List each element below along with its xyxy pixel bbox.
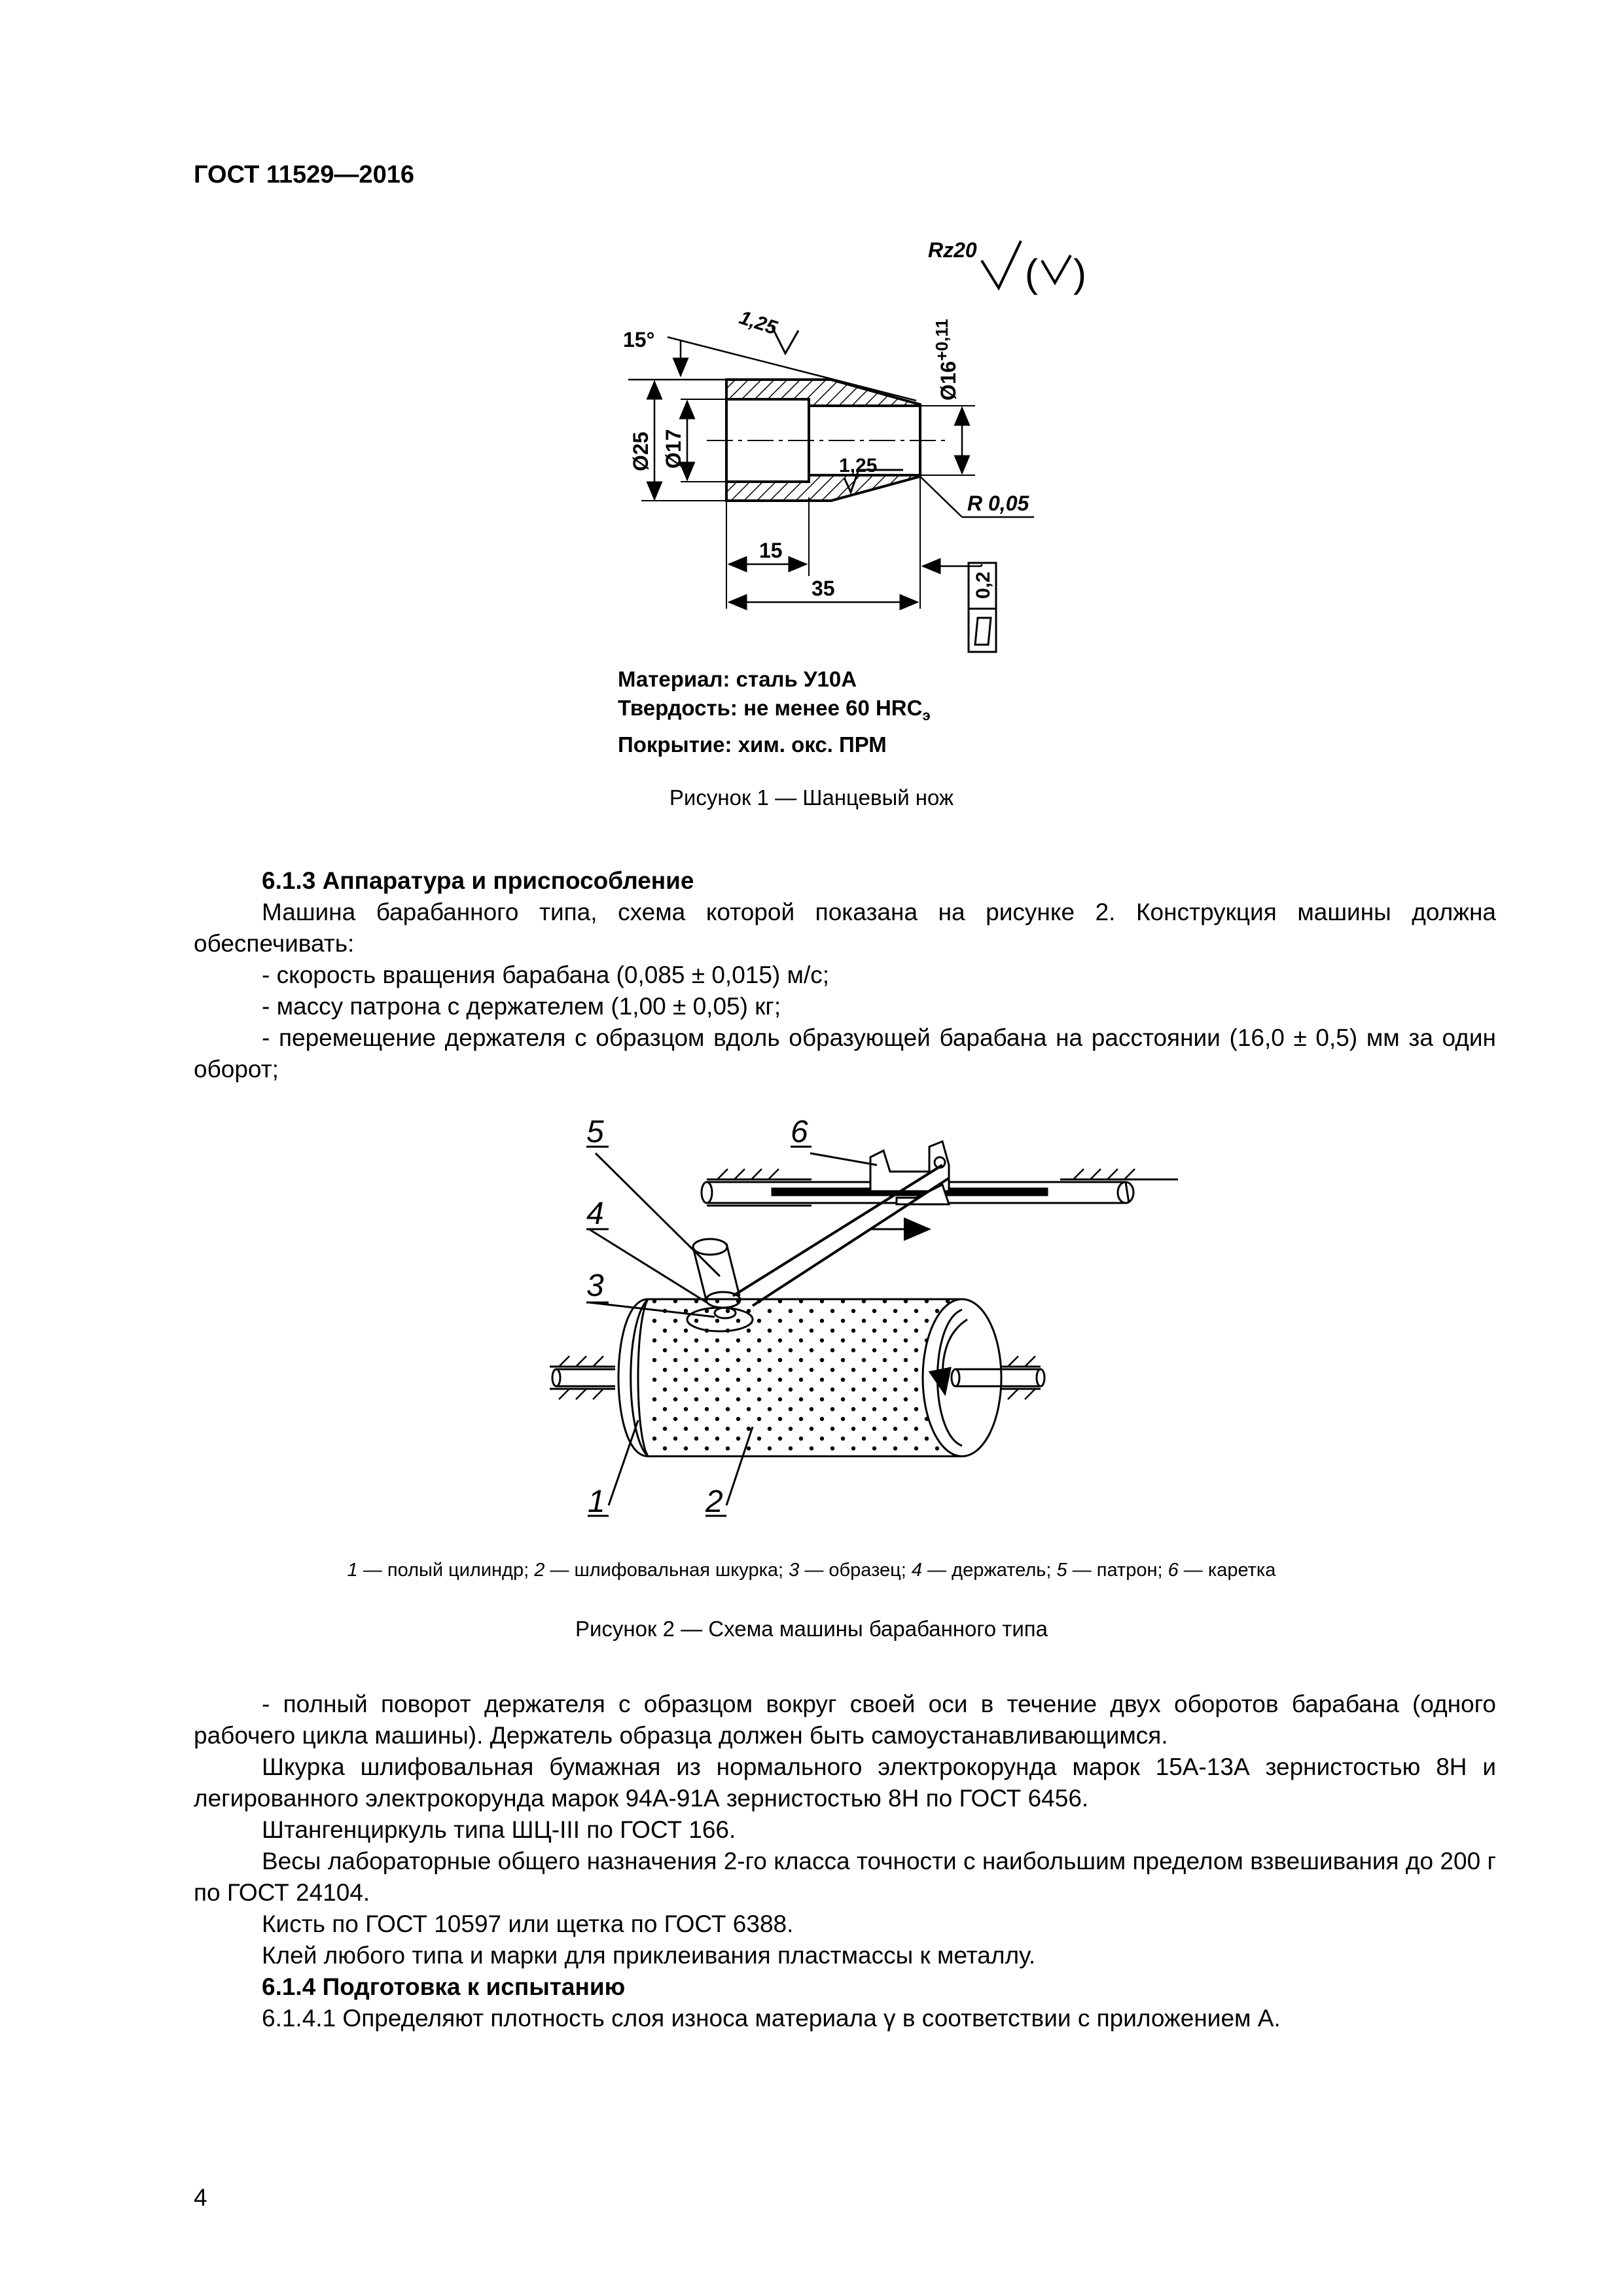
figure-2-caption: Рисунок 2 — Схема машины барабанного типа [575,1617,1048,1641]
label-3: 3 [586,1268,604,1303]
body-after [194,1689,1496,2034]
figure-2-drawing [0,1100,1623,1532]
list-item: - массу патрона с держателем (1,00 ± 0,05) кг; [262,993,781,1020]
flatness-tol: 0,2 [972,571,994,599]
paragraph: - полный поворот держателя с образцом вокруг своей оси в течение двух оборотов барабана (одного рабочего цикла машины). Держатель образца должен быть самоустанавливающимся. [194,1691,1496,1749]
label-4: 4 [586,1196,604,1231]
dim-dia-16: Ø16 [936,361,960,401]
roughness-bore: 1,25 [839,455,878,476]
label-1: 1 [588,1484,605,1519]
note-hardness: Твердость: не менее 60 $HRC_э$ [618,696,931,724]
roughness-main: Rz20 [928,238,977,262]
dim-len-35: 35 [812,577,835,600]
svg-text:Ø16+0,11 [932,319,960,401]
label-2: 2 [705,1484,723,1519]
figure-1-notes [618,665,931,759]
page-number: 4 [194,2184,207,2211]
label-5: 5 [586,1115,604,1149]
figure-1-caption: Рисунок 1 — Шанцевый нож [669,785,954,810]
paragraph: Кисть по ГОСТ 10597 или щетка по ГОСТ 6388. [262,1910,794,1937]
section-heading: 6.1.4 Подготовка к испытанию [262,1973,626,2000]
paragraph: Клей любого типа и марки для приклеивания пластмассы к металлу. [262,1942,1036,1969]
note-material: Материал: сталь У10А [618,667,857,691]
paragraph: Штангенциркуль типа ШЦ-III по ГОСТ 166. [262,1816,736,1843]
dim-dia-17: Ø17 [662,429,685,469]
paragraph: Шкурка шлифовальная бумажная из нормального электрокорунда марок 15А-13А зернистостью 8Н и легированного электрокорунда марок 94А-91А зернистостью 8Н по ГОСТ 6456. [194,1753,1496,1812]
list-item: - перемещение держателя с образцом вдоль образующей барабана на расстоянии (16,0 ± 0,5) мм за один оборот; [194,1024,1496,1083]
list-item: - скорость вращения барабана (0,085 ± 0,015) м/с; [262,961,830,988]
section-613 [194,865,1496,1085]
svg-text:(: ( [1025,251,1038,295]
dim-radius: R 0,05 [967,492,1029,515]
paragraph: 6.1.4.1 Определяют плотность слоя износа материала γ в соответствии с приложением А. [262,2005,1281,2032]
svg-text:): ) [1073,251,1086,295]
dim-dia-25: Ø25 [629,431,652,471]
label-6: 6 [791,1115,808,1149]
dim-dia-16-tol: +0,11 [932,319,952,361]
figure-1-drawing [0,0,1623,655]
document-header: ГОСТ 11529—2016 [194,161,414,188]
paragraph: Машина барабанного типа, схема которой показана на рисунке 2. Конструкция машины должна обеспечивать: [194,899,1496,957]
roughness-cone: 1,25 [736,306,780,340]
paragraph: Весы лабораторные общего назначения 2-го класса точности с наибольшим пределом взвешивания до 200 г по ГОСТ 24104. [194,1848,1496,1906]
section-heading: 6.1.3 Аппаратура и приспособление [262,867,694,894]
note-coating: Покрытие: хим. окс. ПРМ [618,732,887,757]
dim-len-15: 15 [759,539,783,562]
angle-label: 15° [623,328,655,351]
figure-2-legend: 1 — полый цилиндр; 2 — шлифовальная шкурка; 3 — образец; 4 — держатель; 5 — патрон; 6 — каретка [347,1560,1276,1581]
